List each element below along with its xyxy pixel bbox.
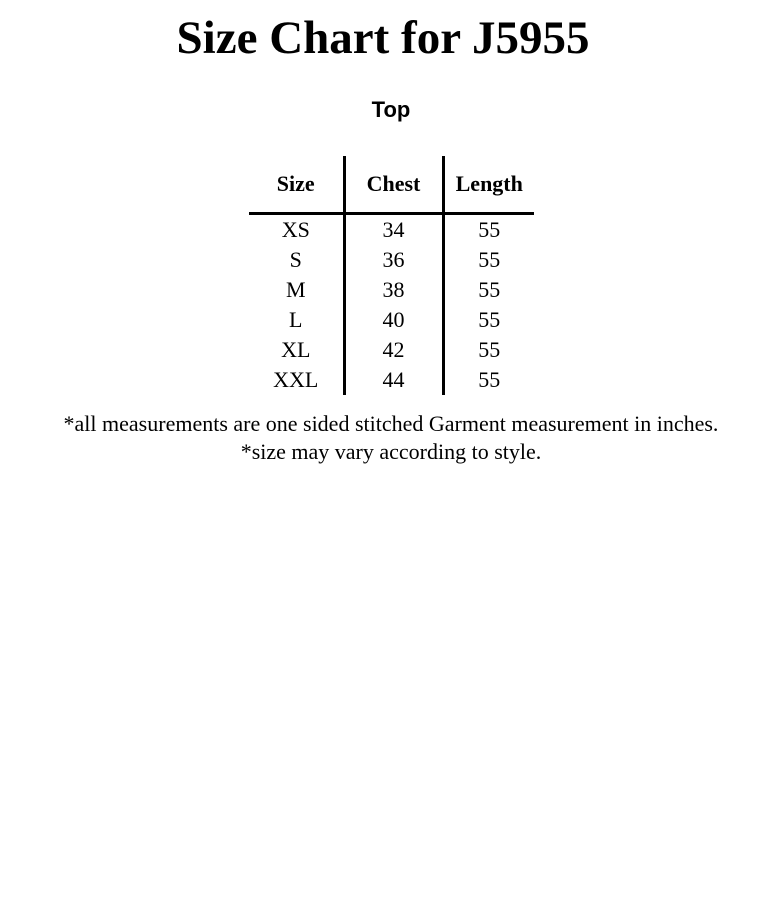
- note-measurements: *all measurements are one sided stitched Garment measurement in inches.: [63, 411, 719, 436]
- note-size-varies: *size may vary according to style.: [240, 439, 542, 464]
- header-chest: Chest: [344, 156, 443, 214]
- table-header-row: [249, 156, 534, 214]
- table-row: [249, 365, 534, 395]
- page-title: Size Chart for J5955: [176, 12, 590, 64]
- cell-chest: 44: [344, 365, 443, 395]
- cell-size: XL: [249, 335, 344, 365]
- cell-length: 55: [478, 277, 501, 302]
- table-row: [249, 245, 534, 275]
- cell-size: S: [249, 245, 344, 275]
- cell-length: 55: [478, 367, 501, 392]
- cell-size: XS: [249, 214, 344, 246]
- cell-chest: 38: [344, 275, 443, 305]
- size-table: [249, 156, 534, 395]
- table-row: [249, 335, 534, 365]
- cell-size: XXL: [249, 365, 344, 395]
- header-size: Size: [249, 156, 344, 214]
- cell-length: 55: [478, 337, 501, 362]
- cell-size: M: [249, 275, 344, 305]
- cell-length: 55: [478, 217, 501, 242]
- footnotes: [0, 410, 766, 466]
- cell-chest: 40: [344, 305, 443, 335]
- cell-chest: 36: [344, 245, 443, 275]
- table-row: [249, 214, 534, 246]
- cell-size: L: [249, 305, 344, 335]
- table-row: [249, 275, 534, 305]
- cell-length: 55: [478, 307, 501, 332]
- cell-length: 55: [478, 247, 501, 272]
- table-row: [249, 305, 534, 335]
- section-title-top: Top: [371, 97, 411, 122]
- cell-chest: 34: [344, 214, 443, 246]
- cell-chest: 42: [344, 335, 443, 365]
- header-length: Length: [443, 156, 534, 214]
- size-chart: [249, 156, 534, 395]
